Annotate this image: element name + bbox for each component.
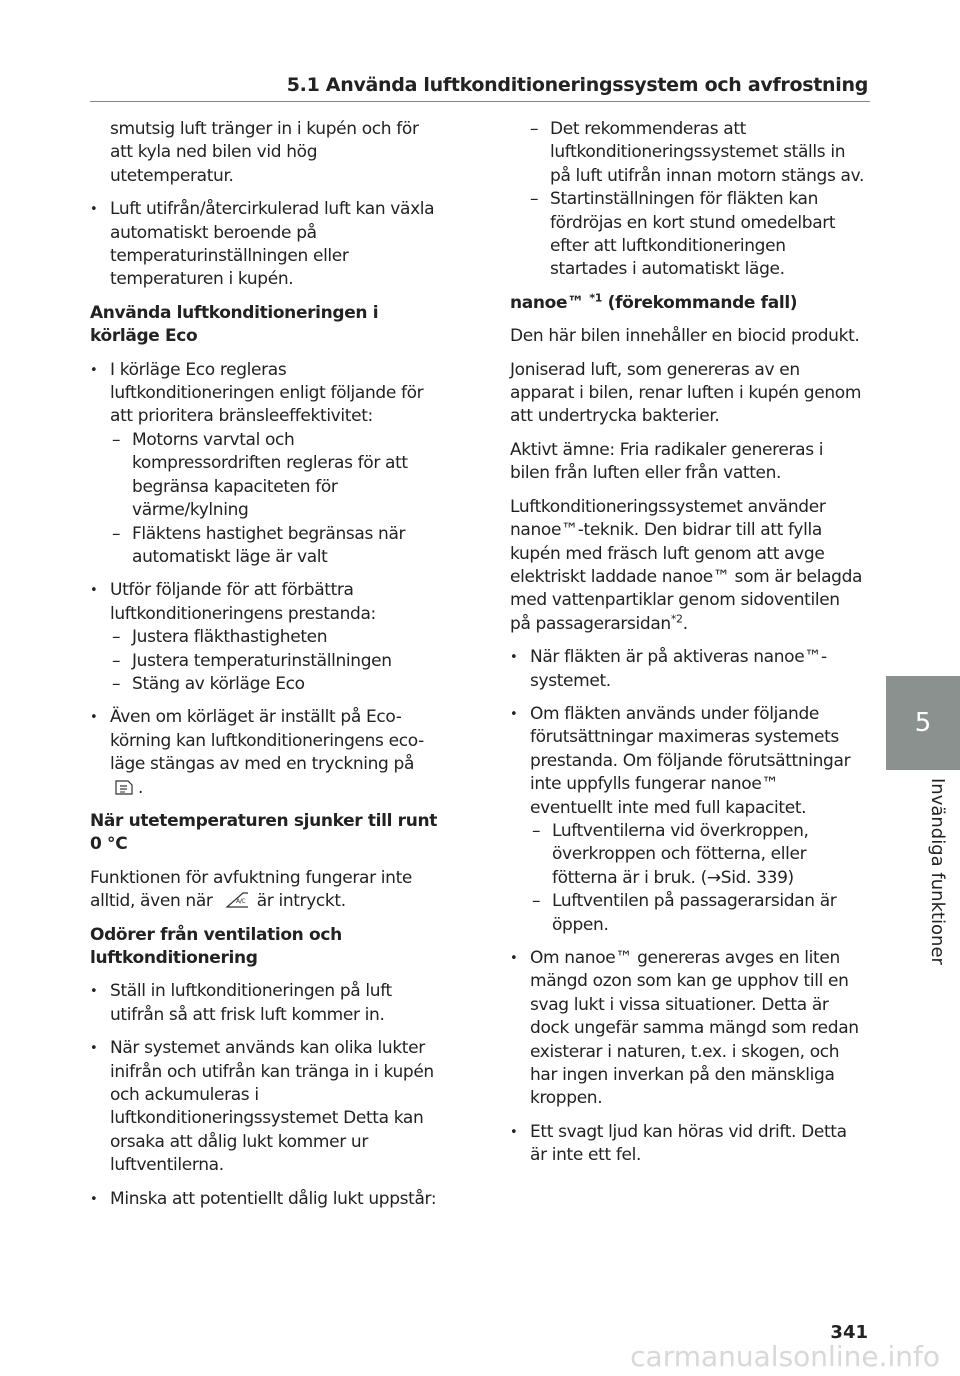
watermark: carmanualsonline.info [630, 1340, 940, 1373]
list-item: • I körläge Eco regleras luftkonditioneringen enligt följande för att prioritera bränsleeffektivitet: [90, 359, 440, 429]
paragraph: Aktivt ämne: Fria radikaler genereras i bilen från luften eller från vatten. [510, 439, 824, 484]
sub-list-item: – Luftventilerna vid överkroppen, överkroppen och fötterna, eller fötterna är i bruk. (→Sid. 339) [510, 820, 865, 890]
punctuation: . [138, 777, 144, 798]
sub-list-item: – Luftventilen på passagerarsidan är öppen. [510, 890, 865, 937]
right-column [510, 118, 865, 1178]
list-item: • Om fläkten används under följande förutsättningar maximeras systemets prestanda. Om följande förutsättningar inte uppfylls fungerar nanoe™ eventuellt inte med full kapacitet. [510, 703, 865, 820]
sub-list-item: – Stäng av körläge Eco [90, 673, 440, 696]
ac-button-icon [222, 891, 248, 909]
subheading-eco: Använda luftkonditioneringen i körläge Eco [90, 302, 379, 347]
chapter-label: Invändiga funktioner [927, 778, 948, 965]
subheading-nanoe [510, 292, 865, 315]
heading-text: nanoe™ [510, 292, 584, 313]
punctuation: . [682, 613, 688, 634]
eco-ac-button-icon [114, 778, 134, 796]
paragraph-text: Funktionen för avfuktning fungerar inte alltid, även när [90, 867, 412, 912]
list-item: • Luft utifrån/återcirkulerad luft kan växla automatiskt beroende på temperaturinställningen eller temperaturen i kupén. [90, 198, 440, 292]
sub-list-item: – Motorns varvtal och kompressordriften regleras för att begränsa kapaciteten för värme/kylning [90, 429, 440, 523]
header-divider [90, 101, 870, 102]
paragraph: Joniserad luft, som genereras av en apparat i bilen, renar luften i kupén genom att undertrycka bakterier. [510, 359, 862, 427]
list-item-text: Även om körläget är inställt på Eco-körning kan luftkonditioneringens eco-läge stängas av med en tryckning på [110, 707, 424, 775]
list-item: • Utför följande för att förbättra luftkonditioneringens prestanda: [90, 579, 440, 626]
sub-list-item: – Det rekommenderas att luftkonditioneringssystemet ställs in på luft utifrån innan motorn stängs av. [510, 118, 865, 188]
list-item: • Om nanoe™ genereras avges en liten mängd ozon som kan ge upphov till en svag lukt i vissa situationer. Detta är dock ungefär samma mängd som redan existerar i naturen, t.ex. i skogen, och har ingen inverkan på den mänskliga kroppen. [510, 947, 865, 1111]
paragraph-text: är intryckt. [256, 891, 346, 912]
left-column [90, 118, 440, 1221]
subheading-cold: När utetemperaturen sjunker till runt 0 °C [90, 810, 437, 855]
sub-list-item: – Fläktens hastighet begränsas när automatiskt läge är valt [90, 523, 440, 570]
paragraph-text: Luftkonditioneringssystemet använder nanoe™-teknik. Den bidrar till att fylla kupén med fräsch luft genom att avge elektriskt laddade nanoe™ som är belagda med vattenpartiklar genom sidoventilen på passagerarsidan [510, 496, 863, 634]
paragraph [90, 867, 440, 914]
page-number: 341 [830, 1322, 868, 1343]
list-item: • Ett svagt ljud kan höras vid drift. Detta är inte ett fel. [510, 1121, 865, 1168]
sub-list-item: – Startinställningen för fläkten kan fördröjas en kort stund omedelbart efter att luftkonditioneringen startades i automatiskt läge. [510, 188, 865, 282]
paragraph: Den här bilen innehåller en biocid produkt. [510, 326, 860, 347]
footnote-ref: *2 [670, 612, 683, 626]
list-item: • När fläkten är på aktiveras nanoe™-systemet. [510, 646, 865, 693]
footnote-ref: *1 [589, 291, 603, 305]
list-item: • När systemet används kan olika lukter inifrån och utifrån kan tränga in i kupén och ackumuleras i luftkonditioneringssystemet Detta kan orsaka att dålig lukt kommer ur luftventilerna. [90, 1037, 440, 1177]
svg-text:A/C: A/C [235, 898, 245, 906]
chapter-number: 5 [914, 708, 932, 738]
section-title: 5.1 Använda luftkonditioneringssystem och avfrostning [286, 74, 868, 96]
subheading-odor: Odörer från ventilation och luftkonditionering [90, 924, 342, 968]
sub-list-item: – Justera temperaturinställningen [90, 650, 440, 673]
paragraph: smutsig luft tränger in i kupén och för att kyla ned bilen vid hög utetemperatur. [110, 119, 419, 186]
list-item: • Minska att potentiellt dålig lukt uppstår: [90, 1188, 440, 1211]
list-item [90, 706, 440, 800]
list-item: • Ställ in luftkonditioneringen på luft utifrån så att frisk luft kommer in. [90, 980, 440, 1027]
sub-list-item: – Justera fläkthastigheten [90, 626, 440, 649]
chapter-tab [886, 676, 960, 770]
heading-text: (förekommande fall) [602, 292, 798, 313]
paragraph [510, 496, 865, 636]
